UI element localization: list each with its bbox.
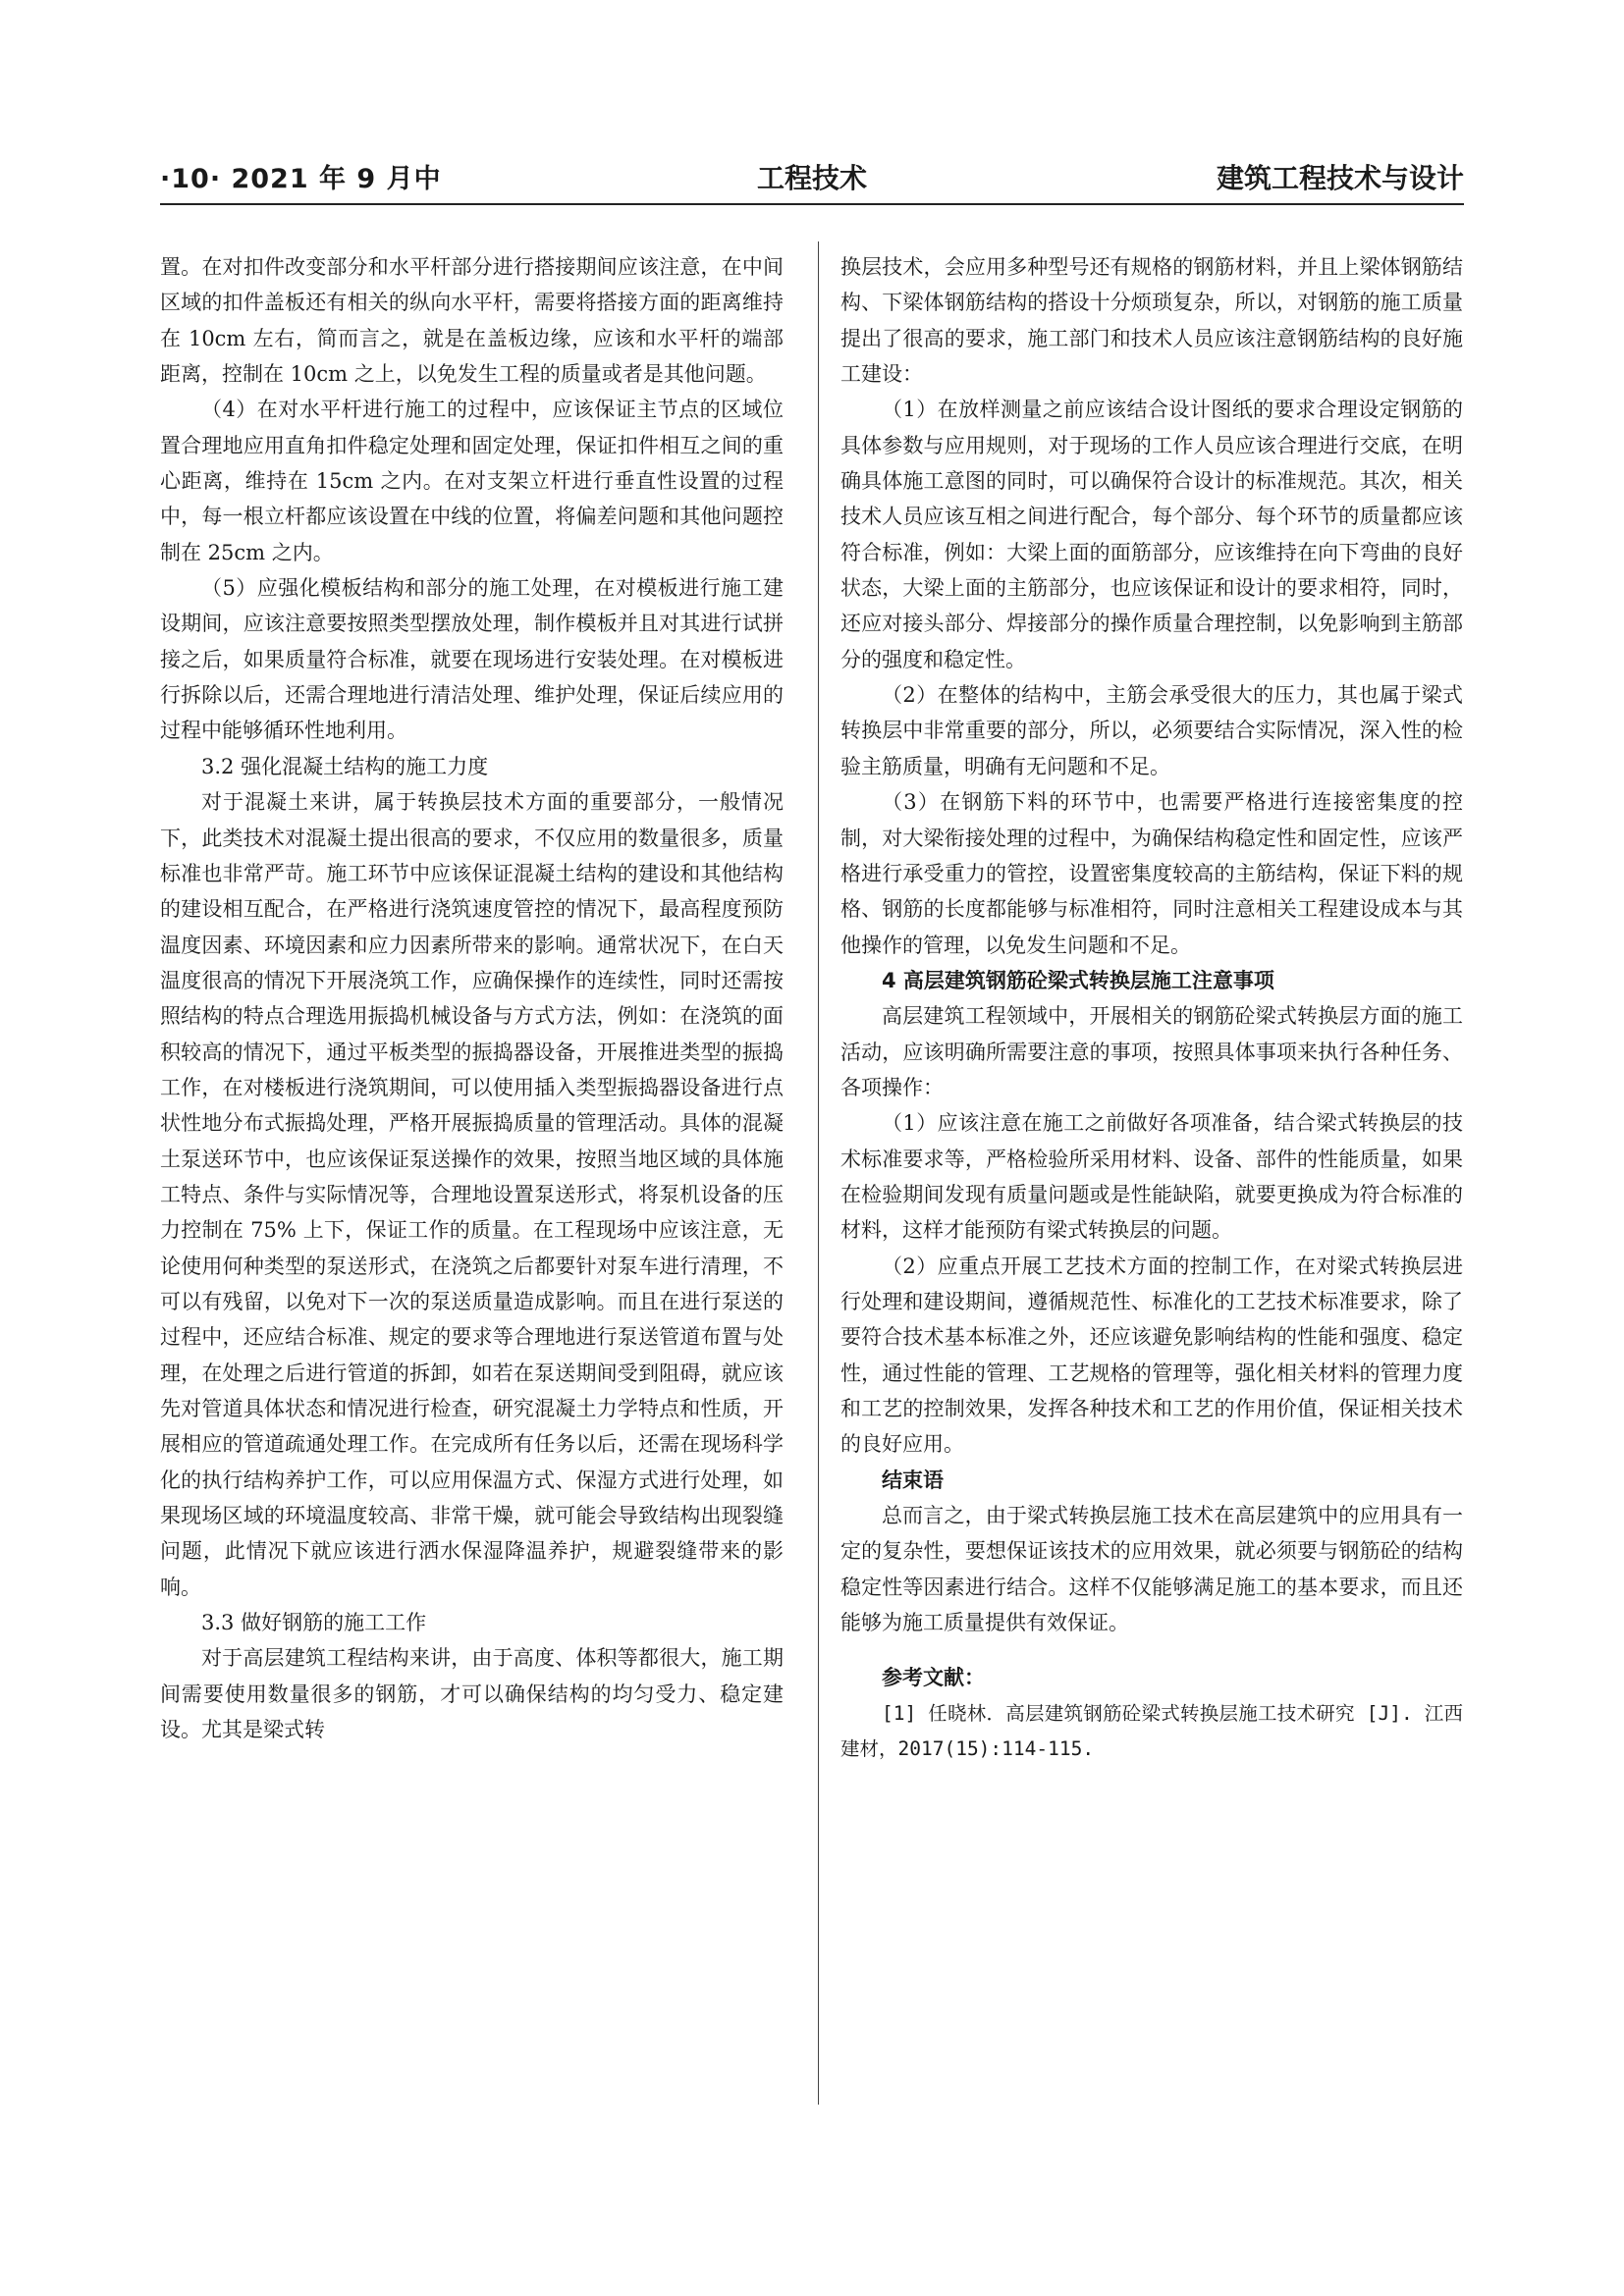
- paragraph: 对于高层建筑工程结构来讲，由于高度、体积等都很大，施工期间需要使用数量很多的钢筋，才可以确保结构的均匀受力、稳定建设。尤其是梁式转: [160, 1646, 784, 1742]
- paragraph: 换层技术，会应用多种型号还有规格的钢筋材料，并且上梁体钢筋结构、下梁体钢筋结构的搭设十分烦琐复杂，所以，对钢筋的施工质量提出了很高的要求，施工部门和技术人员应该注意钢筋结构的良好施工建设：: [840, 255, 1463, 387]
- paragraph: （5）应强化模板结构和部分的施工处理，在对模板进行施工建设期间，应该注意要按照类型摆放处理，制作模板并且对其进行试拼接之后，如果质量符合标准，就要在现场进行安装处理。在对模板进行拆除以后，还需合理地进行清洁处理、维护处理，保证后续应用的过程中能够循环性地利用。: [160, 576, 784, 743]
- section-title: 工程技术: [756, 162, 867, 194]
- subsection-heading-3-2: 3.2 强化混凝土结构的施工力度: [201, 754, 489, 778]
- subsection-heading-3-3: 3.3 做好钢筋的施工工作: [201, 1611, 427, 1635]
- right-column: [840, 249, 1463, 1767]
- reference-item: [1] 任晓林．高层建筑钢筋砼梁式转换层施工技术研究 [J]. 江西建材，2017(15):114-115.: [840, 1701, 1463, 1761]
- header-rule: [160, 203, 1464, 205]
- paragraph: （3）在钢筋下料的环节中，也需要严格进行连接密集度的控制，对大梁衔接处理的过程中，为确保结构稳定性和固定性，应该严格进行承受重力的管控，设置密集度较高的主筋结构，保证下料的规格、钢筋的长度都能够与标准相符，同时注意相关工程建设成本与其他操作的管理，以免发生问题和不足。: [840, 790, 1463, 957]
- column-divider: [818, 241, 819, 2105]
- left-column: [160, 249, 784, 1747]
- paragraph: （2）在整体的结构中，主筋会承受很大的压力，其也属于梁式转换层中非常重要的部分，所以，必须要结合实际情况，深入性的检验主筋质量，明确有无问题和不足。: [840, 683, 1463, 778]
- references-heading: 参考文献：: [882, 1666, 985, 1690]
- paragraph: （1）应该注意在施工之前做好各项准备，结合梁式转换层的技术标准要求等，严格检验所采用材料、设备、部件的性能质量，如果在检验期间发现有质量问题或是性能缺陷，就要更换成为符合标准的材料，这样才能预防有梁式转换层的问题。: [840, 1111, 1463, 1243]
- section-heading-4: 4 高层建筑钢筋砼梁式转换层施工注意事项: [882, 968, 1274, 992]
- paragraph: 高层建筑工程领域中，开展相关的钢筋砼梁式转换层方面的施工活动，应该明确所需要注意的事项，按照具体事项来执行各种任务、各项操作：: [840, 1004, 1463, 1099]
- paragraph: （1）在放样测量之前应该结合设计图纸的要求合理设定钢筋的具体参数与应用规则，对于现场的工作人员应该合理进行交底，在明确具体施工意图的同时，可以确保符合设计的标准规范。其次，相关技术人员应该互相之间进行配合，每个部分、每个环节的质量都应该符合标准，例如：大梁上面的面筋部分，应该维持在向下弯曲的良好状态，大梁上面的主筋部分，也应该保证和设计的要求相符，同时，还应对接头部分、焊接部分的操作质量合理控制，以免影响到主筋部分的强度和稳定性。: [840, 398, 1463, 671]
- paragraph: （2）应重点开展工艺技术方面的控制工作，在对梁式转换层进行处理和建设期间，遵循规范性、标准化的工艺技术标准要求，除了要符合技术基本标准之外，还应该避免影响结构的性能和强度、稳定性，通过性能的管理、工艺规格的管理等，强化相关材料的管理力度和工艺的控制效果，发挥各种技术和工艺的作用价值，保证相关技术的良好应用。: [840, 1254, 1463, 1457]
- spacer: [840, 1640, 1463, 1660]
- page-header: [160, 157, 1464, 196]
- page-number-date: ·10· 2021 年 9 月中: [160, 164, 442, 194]
- conclusion-heading: 结束语: [882, 1468, 944, 1492]
- paragraph: 置。在对扣件改变部分和水平杆部分进行搭接期间应该注意，在中间区域的扣件盖板还有相关的纵向水平杆，需要将搭接方面的距离维持在 10cm 左右，简而言之，就是在盖板边缘，应该和水平杆的端部距离，控制在 10cm 之上，以免发生工程的质量或者是其他问题。: [160, 255, 784, 387]
- paragraph: （4）在对水平杆进行施工的过程中，应该保证主节点的区域位置合理地应用直角扣件稳定处理和固定处理，保证扣件相互之间的重心距离，维持在 15cm 之内。在对支架立杆进行垂直性设置的过程中，每一根立杆都应该设置在中线的位置，将偏差问题和其他问题控制在 25cm 之内。: [160, 398, 784, 564]
- journal-title: 建筑工程技术与设计: [1216, 162, 1464, 194]
- paragraph: 总而言之，由于梁式转换层施工技术在高层建筑中的应用具有一定的复杂性，要想保证该技术的应用效果，就必须要与钢筋砼的结构稳定性等因素进行结合。这样不仅能够满足施工的基本要求，而且还能够为施工质量提供有效保证。: [840, 1504, 1463, 1635]
- paragraph: 对于混凝土来讲，属于转换层技术方面的重要部分，一般情况下，此类技术对混凝土提出很高的要求，不仅应用的数量很多，质量标准也非常严苛。施工环节中应该保证混凝土结构的建设和其他结构的建设相互配合，在严格进行浇筑速度管控的情况下，最高程度预防温度因素、环境因素和应力因素所带来的影响。通常状况下，在白天温度很高的情况下开展浇筑工作，应确保操作的连续性，同时还需按照结构的特点合理选用振捣机械设备与方式方法，例如：在浇筑的面积较高的情况下，通过平板类型的振捣器设备，开展推进类型的振捣工作，在对楼板进行浇筑期间，可以使用插入类型振捣器设备进行点状性地分布式振捣处理，严格开展振捣质量的管理活动。具体的混凝土泵送环节中，也应该保证泵送操作的效果，按照当地区域的具体施工特点、条件与实际情况等，合理地设置泵送形式，将泵机设备的压力控制在 75% 上下，保证工作的质量。在工程现场中应该注意，无论使用何种类型的泵送形式，在浇筑之后都要针对泵车进行清理，不可以有残留，以免对下一次的泵送质量造成影响。而且在进行泵送的过程中，还应结合标准、规定的要求等合理地进行泵送管道布置与处理，在处理之后进行管道的拆卸，如若在泵送期间受到阻碍，就应该先对管道具体状态和情况进行检查，研究混凝土力学特点和性质，开展相应的管道疏通处理工作。在完成所有任务以后，还需在现场科学化的执行结构养护工作，可以应用保温方式、保湿方式进行处理，如果现场区域的环境温度较高、非常干燥，就可能会导致结构出现裂缝问题，此情况下就应该进行洒水保湿降温养护，规避裂缝带来的影响。: [160, 790, 784, 1599]
